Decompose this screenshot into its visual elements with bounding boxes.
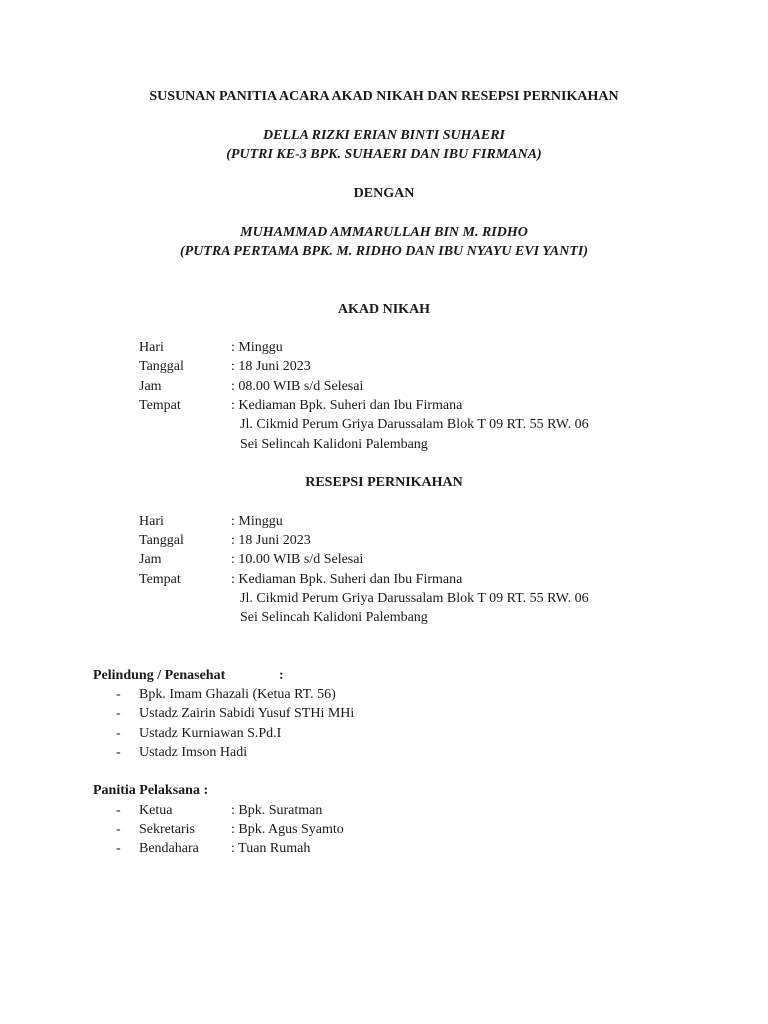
panitia-name-bendahara: : Tuan Rumah xyxy=(231,841,311,856)
akad-value-tanggal: : 18 Juni 2023 xyxy=(231,359,311,374)
resepsi-label-jam: Jam xyxy=(139,552,162,567)
groom-parents: (PUTRA PERTAMA BPK. M. RIDHO DAN IBU NYAYU EVI YANTI) xyxy=(179,244,588,259)
panitia-heading: Panitia Pelaksana : xyxy=(93,783,209,798)
resepsi-value-jam: : 10.00 WIB s/d Selesai xyxy=(231,552,364,567)
panitia-name-sekretaris: : Bpk. Agus Syamto xyxy=(231,822,344,837)
list-bullet: - xyxy=(116,822,121,837)
resepsi-label-tanggal: Tanggal xyxy=(139,533,184,548)
pelindung-colon: : xyxy=(279,668,284,683)
akad-label-tanggal: Tanggal xyxy=(139,359,184,374)
resepsi-address-line1: Jl. Cikmid Perum Griya Darussalam Blok T 09 RT. 55 RW. 06 xyxy=(240,591,589,606)
panitia-name-ketua: : Bpk. Suratman xyxy=(231,803,323,818)
akad-label-hari: Hari xyxy=(139,340,164,355)
akad-address-line1: Jl. Cikmid Perum Griya Darussalam Blok T 09 RT. 55 RW. 06 xyxy=(240,417,589,432)
connector-text: DENGAN xyxy=(353,186,415,201)
list-bullet: - xyxy=(116,726,121,741)
list-bullet: - xyxy=(116,841,121,856)
list-bullet: - xyxy=(116,803,121,818)
panitia-role-sekretaris: Sekretaris xyxy=(139,822,195,837)
akad-value-hari: : Minggu xyxy=(231,340,283,355)
list-bullet: - xyxy=(116,687,121,702)
bride-parents: (PUTRI KE-3 BPK. SUHAERI DAN IBU FIRMANA) xyxy=(226,147,542,162)
resepsi-value-tempat: : Kediaman Bpk. Suheri dan Ibu Firmana xyxy=(231,572,463,587)
pelindung-heading: Pelindung / Penasehat xyxy=(93,668,226,683)
panitia-role-bendahara: Bendahara xyxy=(139,841,199,856)
akad-label-tempat: Tempat xyxy=(139,398,181,413)
list-item: Ustadz Zairin Sabidi Yusuf STHi MHi xyxy=(139,706,355,721)
resepsi-label-hari: Hari xyxy=(139,514,164,529)
list-item: Ustadz Kurniawan S.Pd.I xyxy=(139,726,282,741)
akad-heading: AKAD NIKAH xyxy=(337,302,431,317)
groom-name: MUHAMMAD AMMARULLAH BIN M. RIDHO xyxy=(240,225,528,240)
resepsi-value-hari: : Minggu xyxy=(231,514,283,529)
akad-value-tempat: : Kediaman Bpk. Suheri dan Ibu Firmana xyxy=(231,398,463,413)
list-item: Bpk. Imam Ghazali (Ketua RT. 56) xyxy=(139,687,336,702)
akad-address-line2: Sei Selincah Kalidoni Palembang xyxy=(240,437,428,452)
akad-label-jam: Jam xyxy=(139,379,162,394)
document-title: SUSUNAN PANITIA ACARA AKAD NIKAH DAN RESEPSI PERNIKAHAN xyxy=(149,89,619,104)
resepsi-heading: RESEPSI PERNIKAHAN xyxy=(305,475,463,490)
akad-value-jam: : 08.00 WIB s/d Selesai xyxy=(231,379,364,394)
list-bullet: - xyxy=(116,745,121,760)
resepsi-address-line2: Sei Selincah Kalidoni Palembang xyxy=(240,610,428,625)
resepsi-label-tempat: Tempat xyxy=(139,572,181,587)
bride-name: DELLA RIZKI ERIAN BINTI SUHAERI xyxy=(263,128,505,143)
list-bullet: - xyxy=(116,706,121,721)
list-item: Ustadz Imson Hadi xyxy=(139,745,248,760)
panitia-role-ketua: Ketua xyxy=(139,803,173,818)
resepsi-value-tanggal: : 18 Juni 2023 xyxy=(231,533,311,548)
